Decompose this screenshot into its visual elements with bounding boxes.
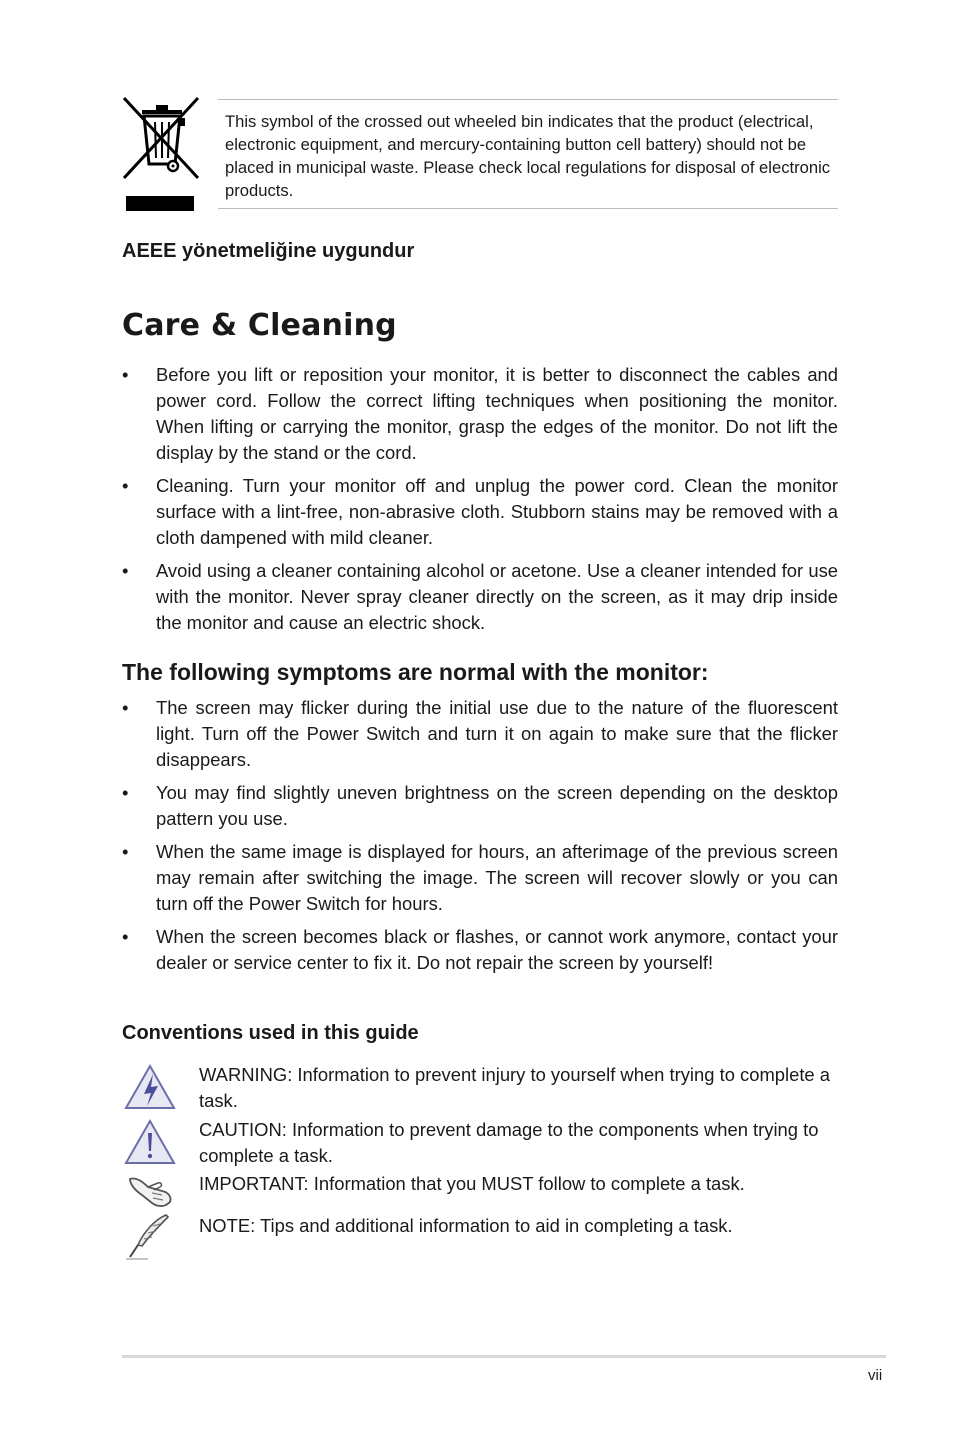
symptoms-bullet-list — [122, 695, 838, 983]
section-title: Care & Cleaning — [122, 308, 397, 343]
bullet-glyph: • — [122, 841, 129, 862]
convention-text: NOTE: Tips and additional information to aid in completing a task. — [199, 1215, 733, 1236]
list-item-text: When the screen becomes black or flashes, or cannot work anymore, contact your dealer or service center to fix it. Do not repair the screen by yourself! — [156, 926, 838, 973]
convention-text: CAUTION: Information to prevent damage to the components when trying to complete a task. — [199, 1119, 819, 1166]
list-item — [122, 924, 838, 976]
list-item-text: Before you lift or reposition your monitor, it is better to disconnect the cables and power cord. Follow the correct lifting techniques when positioning the monitor. When lifting or carrying the monitor, grasp the edges of the monitor. Do not lift the display by the stand or the cord. — [156, 364, 838, 463]
list-item-text: The screen may flicker during the initial use due to the nature of the fluorescent light. Turn off the Power Switch and turn it on again to make sure that the flicker disappears. — [156, 697, 838, 770]
list-item-text: When the same image is displayed for hours, an afterimage of the previous screen may remain after switching the image. The screen will recover slowly or you can turn off the Power Switch for hours. — [156, 841, 838, 914]
aeee-compliance-heading: AEEE yönetmeliğine uygundur — [122, 240, 415, 262]
list-item — [122, 473, 838, 551]
weee-notice-text: This symbol of the crossed out wheeled bin indicates that the product (electrical, electronic equipment, and mercury-containing button cell battery) should not be placed in municipal waste. Please check local regulations for disposal of electronic products. — [225, 112, 831, 200]
list-item — [122, 839, 838, 917]
list-item-text: You may find slightly uneven brightness on the screen depending on the desktop pattern you use. — [156, 782, 838, 829]
caution-exclamation-icon — [122, 1117, 180, 1167]
convention-text: IMPORTANT: Information that you MUST follow to complete a task. — [199, 1173, 745, 1194]
notice-top-rule — [218, 99, 838, 100]
page-number: vii — [868, 1367, 883, 1384]
warning-lightning-icon — [122, 1062, 180, 1112]
list-item — [122, 362, 838, 466]
footer-rule — [122, 1355, 886, 1358]
list-item — [122, 780, 838, 832]
crossed-out-wheeled-bin-icon — [122, 96, 200, 216]
notice-bottom-rule — [218, 208, 838, 209]
bullet-glyph: • — [122, 926, 129, 947]
care-bullet-list — [122, 362, 838, 643]
bullet-glyph: • — [122, 364, 129, 385]
note-feather-pen-icon — [122, 1213, 180, 1261]
conventions-heading: Conventions used in this guide — [122, 1022, 419, 1044]
convention-text: WARNING: Information to prevent injury to yourself when trying to complete a task. — [199, 1064, 830, 1111]
bullet-glyph: • — [122, 560, 129, 581]
bullet-glyph: • — [122, 697, 129, 718]
list-item-text: Cleaning. Turn your monitor off and unplug the power cord. Clean the monitor surface with a lint-free, non-abrasive cloth. Stubborn stains may be removed with a cloth dampened with mild cleaner. — [156, 475, 838, 548]
list-item — [122, 558, 838, 636]
list-item-text: Avoid using a cleaner containing alcohol or acetone. Use a cleaner intended for use with the monitor. Never spray cleaner directly on the screen, as it may drip inside the monitor and cause an electric shock. — [156, 560, 838, 633]
bullet-glyph: • — [122, 782, 129, 803]
list-item — [122, 695, 838, 773]
bullet-glyph: • — [122, 475, 129, 496]
symptoms-heading: The following symptoms are normal with the monitor: — [122, 659, 709, 685]
